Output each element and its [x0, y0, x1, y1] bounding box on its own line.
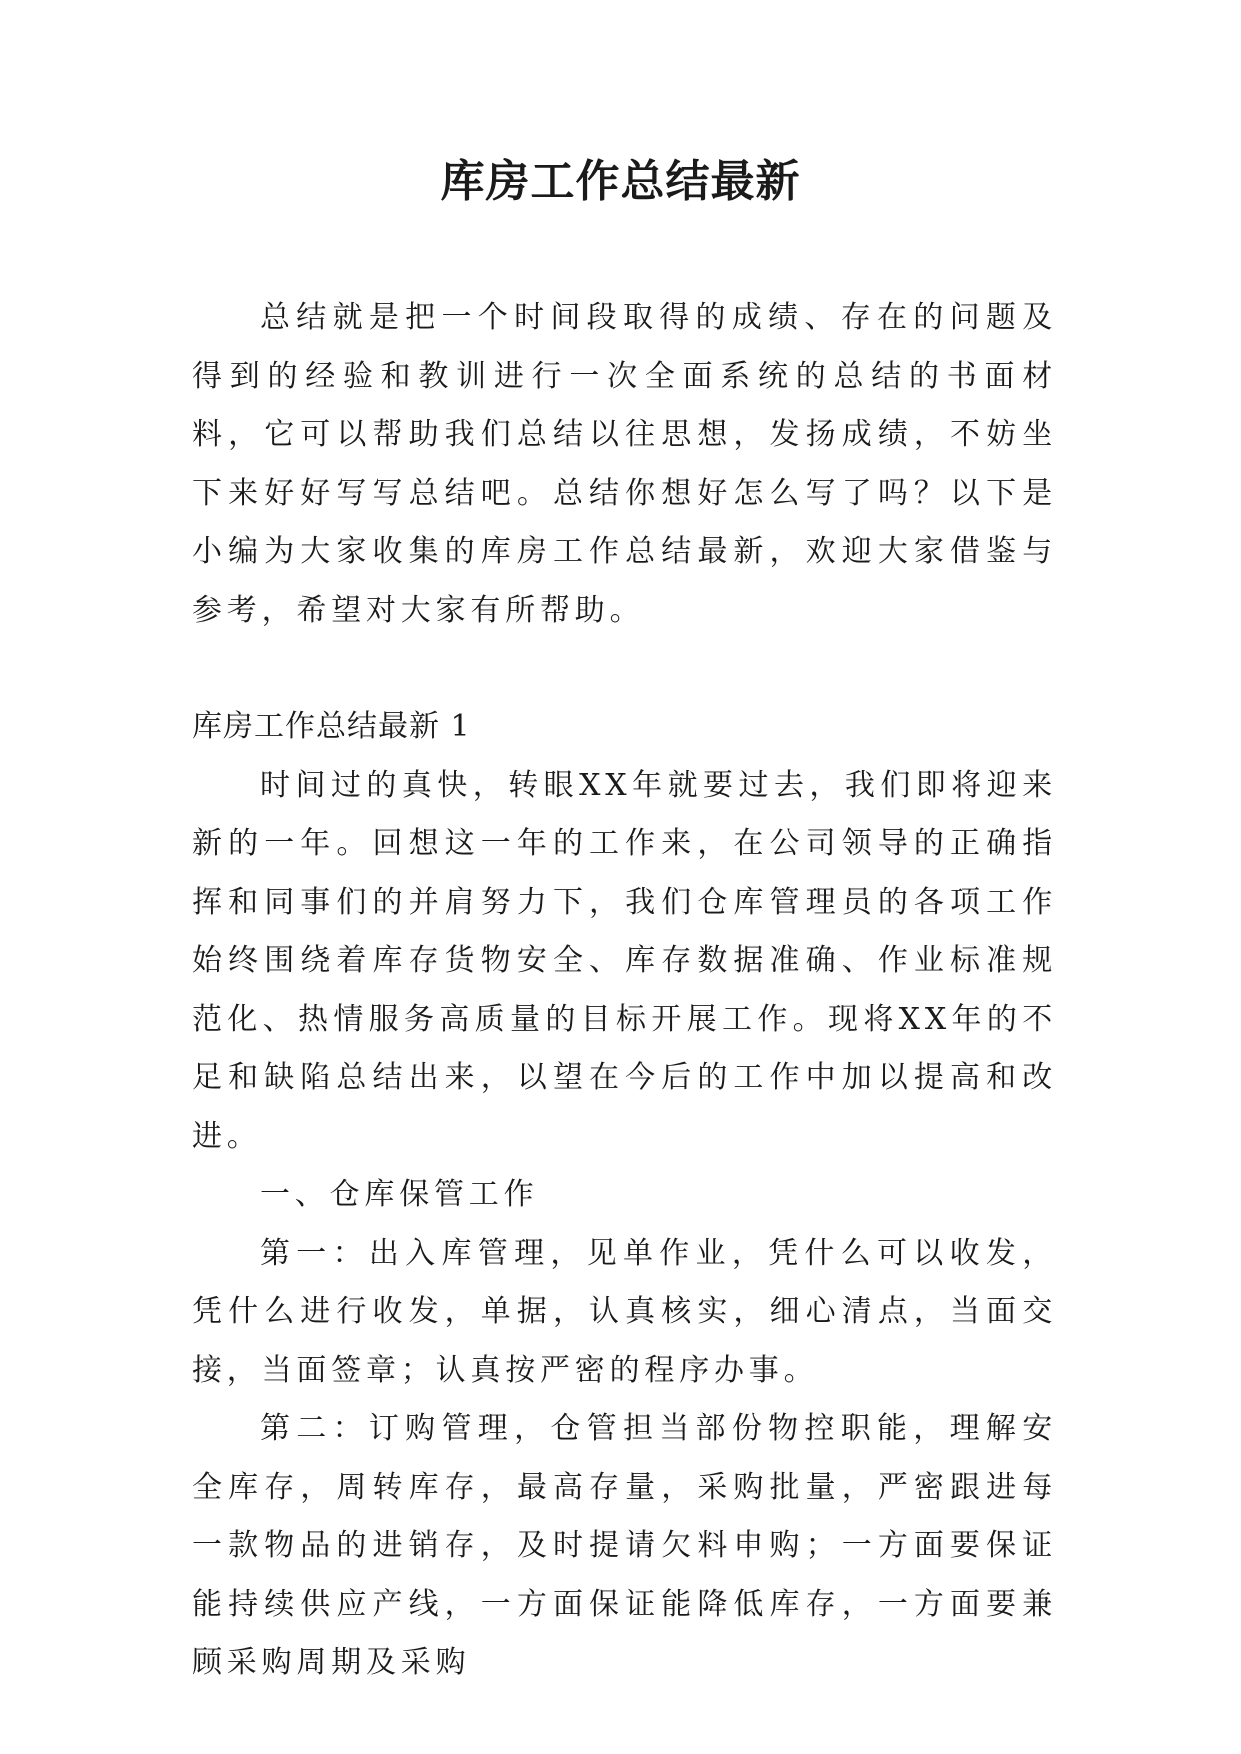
- body-paragraph: 第二：订购管理，仓管担当部份物控职能，理解安全库存，周转库存，最高存量，采购批量，严密跟进每一款物品的进销存，及时提请欠料申购；一方面要保证能持续供应产线，一方面保证能降低库存，一方面要兼顾采购周期及采购: [192, 1411, 1057, 1680]
- section-heading: 库房工作总结最新 1: [192, 709, 471, 744]
- body-paragraph: 第一：出入库管理，见单作业，凭什么可以收发，凭什么进行收发，单据，认真核实，细心清点，当面交接，当面签章；认真按严密的程序办事。: [192, 1235, 1057, 1388]
- document-body: [192, 289, 1057, 1693]
- document-title: 库房工作总结最新: [440, 156, 801, 207]
- body-paragraph: 时间过的真快，转眼XX年就要过去，我们即将迎来新的一年。回想这一年的工作来，在公司领导的正确指挥和同事们的并肩努力下，我们仓库管理员的各项工作始终围绕着库存货物安全、库存数据准确、作业标准规范化、热情服务高质量的目标开展工作。现将XX年的不足和缺陷总结出来，以望在今后的工作中加以提高和改进。: [192, 767, 1057, 1154]
- subsection-heading: 一、仓库保管工作: [260, 1177, 539, 1212]
- intro-paragraph: 总结就是把一个时间段取得的成绩、存在的问题及得到的经验和教训进行一次全面系统的总结的书面材料，它可以帮助我们总结以往思想，发扬成绩，不妨坐下来好好写写总结吧。总结你想好怎么写了吗？以下是小编为大家收集的库房工作总结最新，欢迎大家借鉴与参考，希望对大家有所帮助。: [192, 300, 1057, 628]
